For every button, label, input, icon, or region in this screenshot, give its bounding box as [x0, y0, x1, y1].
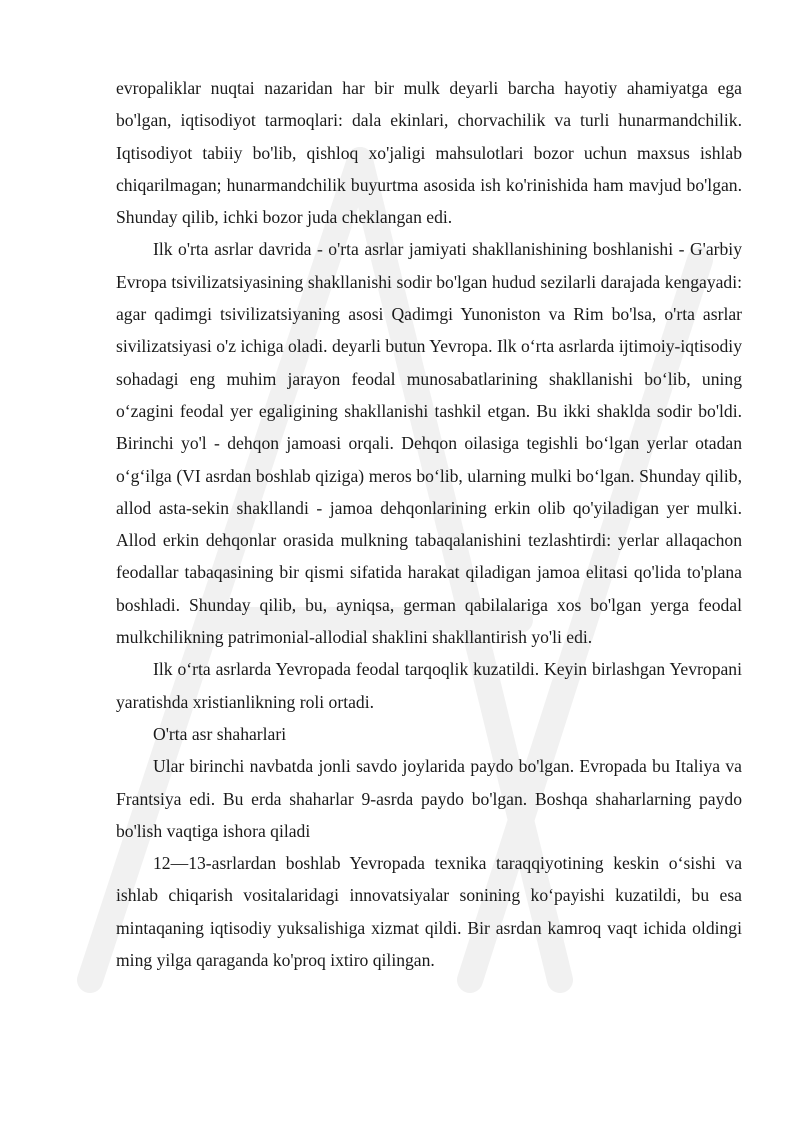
paragraph-3: Ilk o‘rta asrlarda Yevropada feodal tarqoqlik kuzatildi. Keyin birlashgan Yevropani yaratishda xristianlikning roli ortadi.	[116, 659, 742, 712]
paragraph-5: 12—13-asrlardan boshlab Yevropada texnika taraqqiyotining keskin o‘sishi va ishlab chiqarish vositalaridagi innovatsiyalar sonining ko‘payishi kuzatildi, bu esa mintaqaning iqtisodiy yuksalishiga xizmat qildi. Bir asrdan kamroq vaqt ichida oldingi ming yilga qaraganda ko'proq ixtiro qilingan.	[116, 853, 742, 971]
paragraph-4: Ular birinchi navbatda jonli savdo joylarida paydo bo'lgan. Evropada bu Italiya va Frantsiya edi. Bu erda shaharlar 9-asrda paydo bo'lgan. Boshqa shaharlarning paydo bo'lish vaqtiga ishora qiladi	[116, 756, 742, 841]
section-heading: O'rta asr shaharlari	[153, 723, 287, 744]
paragraph-2: Ilk o'rta asrlar davrida - o'rta asrlar jamiyati shakllanishining boshlanishi - G'arbiy Evropa tsivilizatsiyasining shakllanishi sodir bo'lgan hudud sezilarli darajada kengayadi: agar qadimgi tsivilizatsiyaning asosi Qadimgi Yunoniston va Rim bo'lsa, o'rta asrlar sivilizatsiyasi o'z ichiga oladi. deyarli butun Yevropa. Ilk o‘rta asrlarda ijtimoiy-iqtisodiy sohadagi eng muhim jarayon feodal munosabatlarining shakllanishi bo‘lib, uning o‘zagini feodal yer egaligining shakllanishi tashkil etgan. Bu ikki shaklda sodir bo'ldi. Birinchi yo'l - dehqon jamoasi orqali. Dehqon oilasiga tegishli bo‘lgan yerlar otadan o‘g‘ilga (VI asrdan boshlab qiziga) meros bo‘lib, ularning mulki bo‘lgan. Shunday qilib, allod asta-sekin shakllandi - jamoa dehqonlarining erkin olib qo'yiladigan yer mulki. Allod erkin dehqonlar orasida mulkning tabaqalanishini tezlashtirdi: yerlar allaqachon feodallar tabaqasining bir qismi sifatida harakat qiladigan jamoa elitasi qo'lida to'plana boshladi. Shunday qilib, bu, ayniqsa, german qabilalariga xos bo'lgan yerga feodal mulkchilikning patrimonial-allodial shaklini shakllantirish yo'li edi.	[116, 239, 742, 648]
document-body	[116, 72, 742, 976]
paragraph-1: evropaliklar nuqtai nazaridan har bir mulk deyarli barcha hayotiy ahamiyatga ega bo'lgan, iqtisodiyot tarmoqlari: dala ekinlari, chorvachilik va turli hunarmandchilik. Iqtisodiyot tabiiy bo'lib, qishloq xo'jaligi mahsulotlari bozor uchun maxsus ishlab chiqarilmagan; hunarmandchilik buyurtma asosida ish ko'rinishida ham mavjud bo'lgan. Shunday qilib, ichki bozor juda cheklangan edi.	[116, 78, 742, 228]
